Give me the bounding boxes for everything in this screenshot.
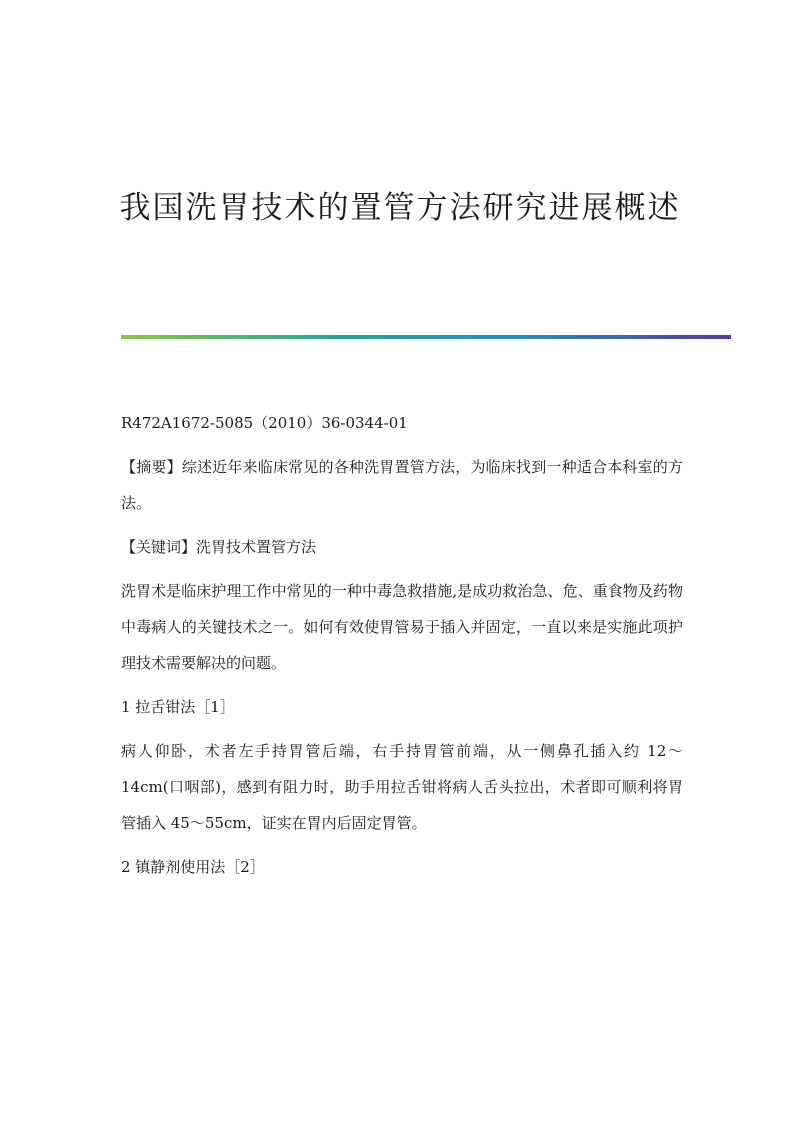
intro-paragraph: 洗胃术是临床护理工作中常见的一种中毒急救措施,是成功救治急、危、重食物及药物中毒病人的关键技术之一。如何有效使胃管易于插入并固定，一直以来是实施此项护理技术需要解决的问题。 — [121, 582, 683, 672]
section-1-body: 病人仰卧，术者左手持胃管后端，右手持胃管前端，从一侧鼻孔插入约 12～14cm(口咽部)，感到有阻力时，助手用拉舌钳将病人舌头拉出，术者即可顺利将胃管插入 45～55cm，证实在胃内后固定胃管。 — [121, 742, 683, 832]
abstract-paragraph: 【摘要】综述近年来临床常见的各种洗胃置管方法，为临床找到一种适合本科室的方法。 — [121, 458, 683, 512]
section-2-heading: 2 镇静剂使用法［2］ — [121, 858, 265, 876]
page-title: 我国洗胃技术的置管方法研究进展概述 — [119, 190, 681, 226]
document-body — [121, 405, 683, 893]
keywords-paragraph: 【关键词】洗胃技术置管方法 — [121, 538, 317, 556]
classification-code: R472A1672-5085（2010）36-0344-01 — [121, 414, 408, 432]
section-1-heading: 1 拉舌钳法［1］ — [121, 698, 235, 716]
title-divider — [121, 335, 731, 339]
